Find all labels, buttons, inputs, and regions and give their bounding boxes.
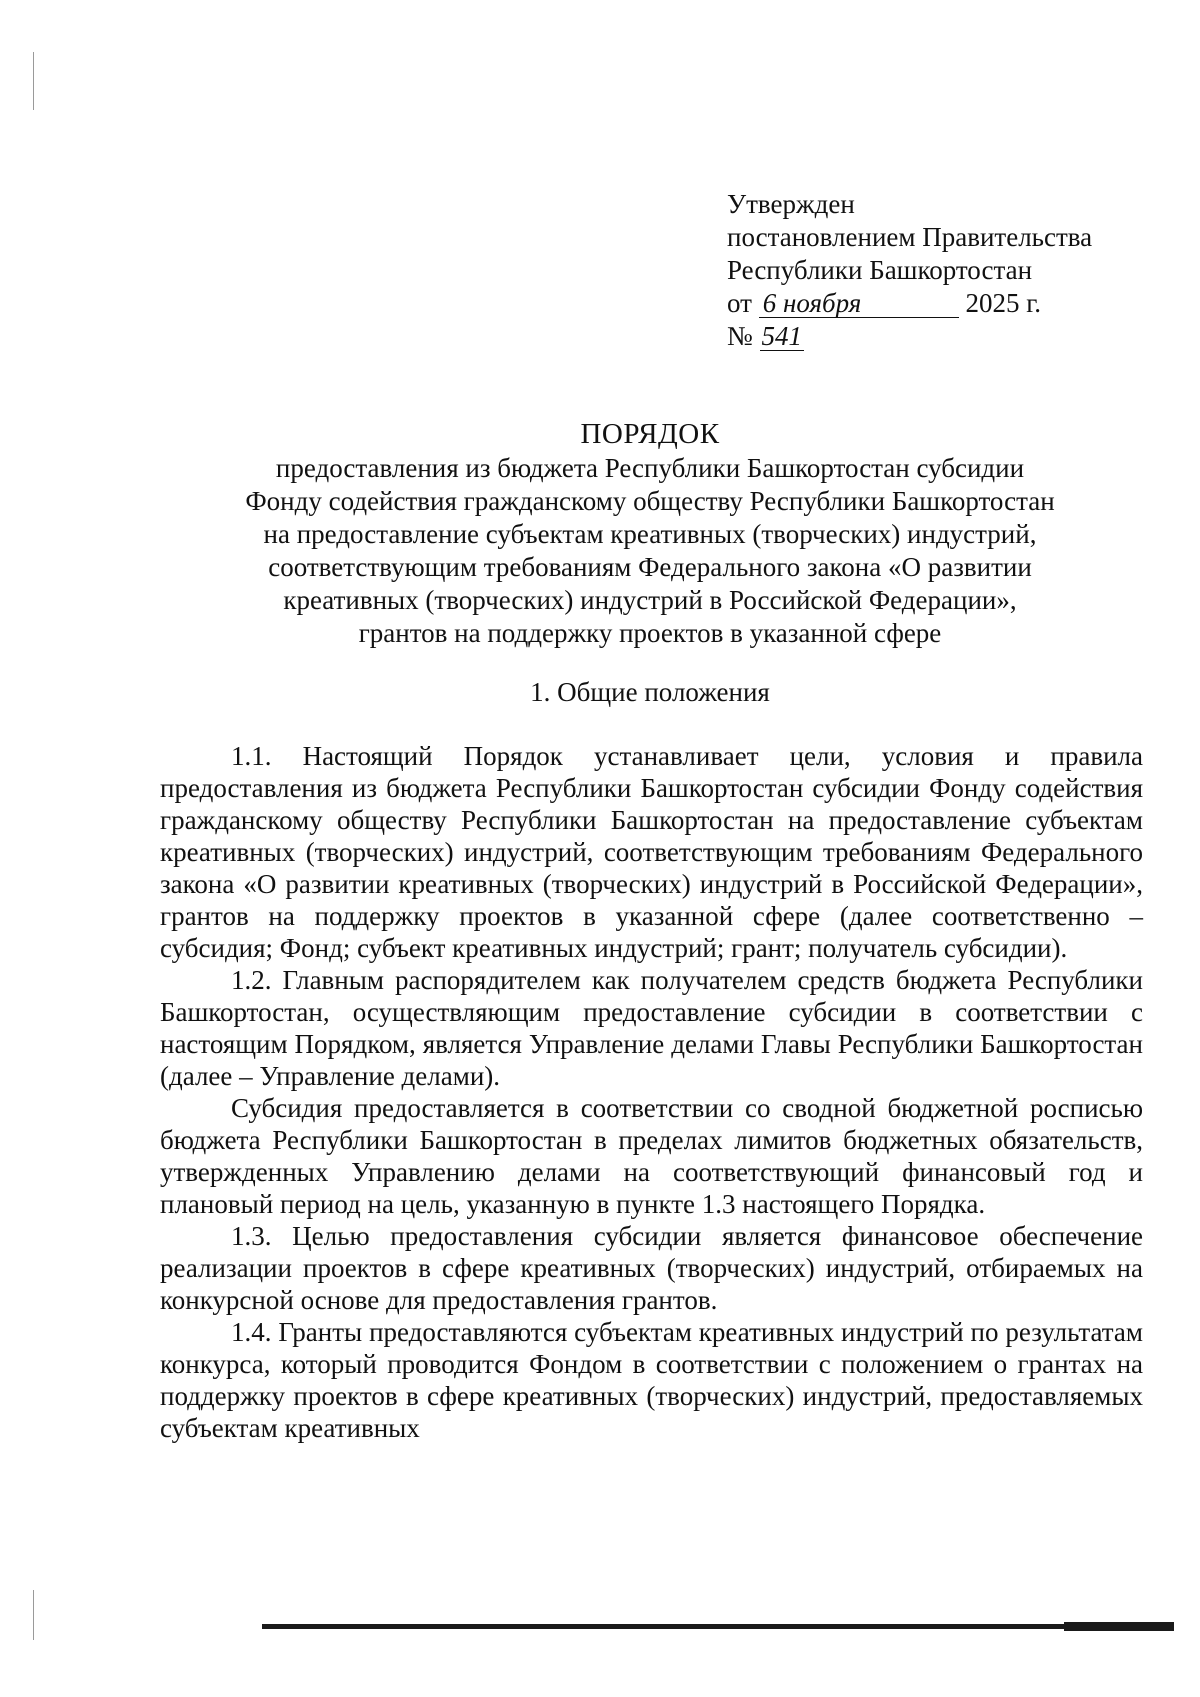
date-field: 6 ноября [759, 290, 959, 318]
paragraph: 1.3. Целью предоставления субсидии является финансовое обеспечение реализации проектов в сфере креативных (творческих) индустрий, отбираемых на конкурсной основе для предоставления грантов. [160, 1221, 1143, 1315]
approval-stamp-block [727, 188, 1147, 353]
approval-line: постановлением Правительства [727, 222, 1093, 252]
paragraph: 1.4. Гранты предоставляются субъектам креативных индустрий по результатам конкурса, который проводится Фондом в соответствии с положением о грантах на поддержку проектов в сфере креативных (творческих) индустрий, предоставляемых субъектам креативных [160, 1317, 1143, 1443]
approval-date-line [727, 287, 1147, 320]
bottom-divider [262, 1624, 1174, 1629]
number-field: 541 [761, 321, 803, 351]
approval-number-line [727, 320, 1147, 353]
section-heading: 1. Общие положения [530, 677, 770, 707]
document-body [160, 740, 1143, 1444]
approval-line: Республики Башкортостан [727, 255, 1033, 285]
title-line: на предоставление субъектам креативных (творческих) индустрий, [263, 519, 1037, 549]
title-line: соответствующим требованиям Федерального закона «О развитии [268, 552, 1032, 582]
title-line: креативных (творческих) индустрий в Российской Федерации», [283, 585, 1017, 615]
paragraph: 1.1. Настоящий Порядок устанавливает цели, условия и правила предоставления из бюджета Республики Башкортостан субсидии Фонду содействия гражданскому обществу Республики Башкортостан на предоставление субъектам креативных (творческих) индустрий, соответствующим требованиям Федерального закона «О развитии креативных (творческих) индустрий в Российской Федерации», грантов на поддержку проектов в указанной сфере (далее соответственно – субсидия; Фонд; субъект креативных индустрий; грант; получатель субсидии). [160, 741, 1143, 963]
scan-artifact [33, 1590, 34, 1640]
date-prefix: от [727, 288, 752, 318]
title-line: грантов на поддержку проектов в указанной сфере [358, 618, 942, 648]
paragraph: 1.2. Главным распорядителем как получателем средств бюджета Республики Башкортостан, осуществляющим предоставление субсидии в соответствии с настоящим Порядком, является Управление делами Главы Республики Башкортостан (далее – Управление делами). [160, 965, 1143, 1091]
approval-line: Утвержден [727, 189, 855, 219]
number-prefix: № [727, 321, 753, 351]
scan-artifact [33, 52, 34, 110]
title-line: Фонду содействия гражданскому обществу Республики Башкортостан [245, 486, 1055, 516]
document-title-block [140, 418, 1160, 650]
year-suffix: 2025 г. [965, 288, 1041, 318]
paragraph: Субсидия предоставляется в соответствии со сводной бюджетной росписью бюджета Республики Башкортостан в пределах лимитов бюджетных обязательств, утвержденных Управлению делами на соответствующий финансовый год и плановый период на цель, указанную в пункте 1.3 настоящего Порядка. [160, 1093, 1143, 1219]
title-line: предоставления из бюджета Республики Башкортостан субсидии [275, 453, 1025, 483]
document-title: ПОРЯДОК [580, 418, 720, 450]
